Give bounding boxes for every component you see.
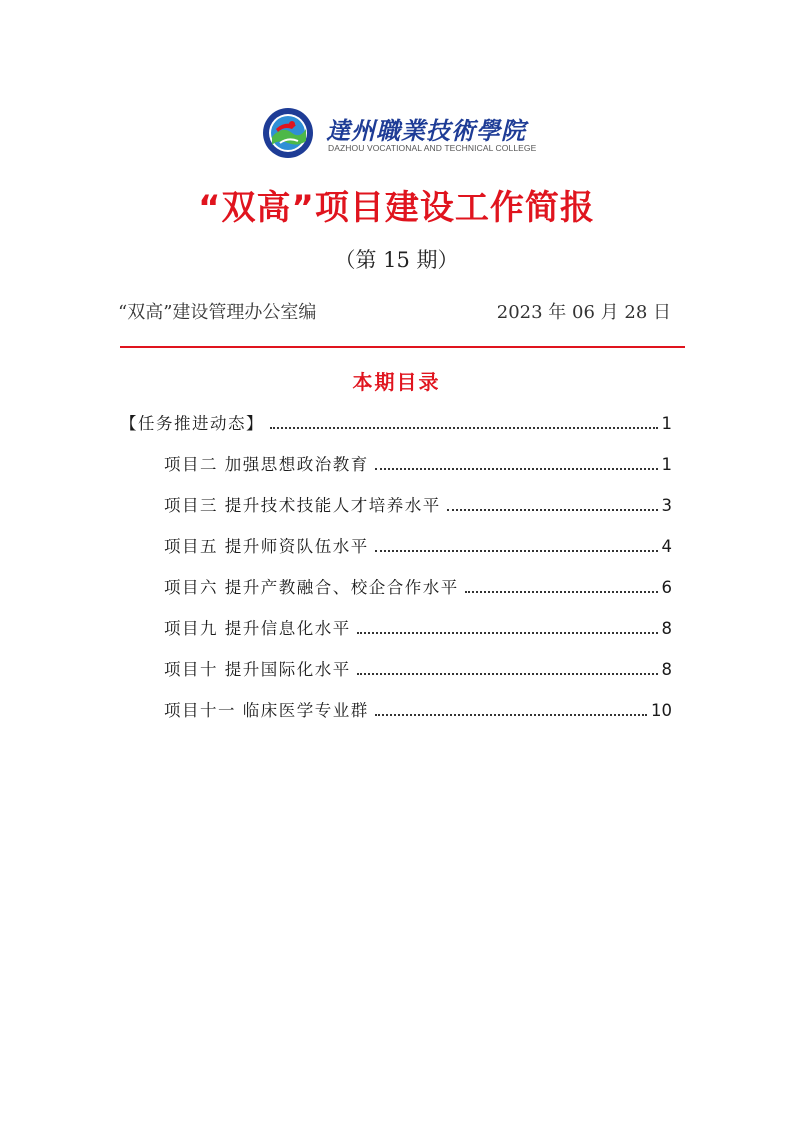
toc-entry[interactable] xyxy=(120,410,672,438)
toc-entry-label: 项目十一 临床医学专业群 xyxy=(164,701,369,720)
toc-entry-page: 8 xyxy=(661,619,672,638)
toc-entry[interactable] xyxy=(164,656,672,684)
toc-title: 本期目录 xyxy=(352,370,441,394)
toc-entry-page: 4 xyxy=(661,537,672,556)
toc-dot-leader xyxy=(270,427,658,429)
toc-dot-leader xyxy=(375,714,647,716)
bulletin-title: “双高”项目建设工作简报 xyxy=(198,188,595,228)
toc-entry-label: 项目十 提升国际化水平 xyxy=(164,660,351,679)
toc-entry-page: 8 xyxy=(661,660,672,679)
toc-entry-label: 【任务推进动态】 xyxy=(120,414,264,433)
toc-dot-leader xyxy=(375,550,658,552)
toc-entry[interactable] xyxy=(164,492,672,520)
toc-dot-leader xyxy=(465,591,658,593)
logo-chinese-name: 達州職業技術學院 xyxy=(326,116,526,145)
toc-entry-label: 项目三 提升技术技能人才培养水平 xyxy=(164,496,441,515)
issue-number: （第 15 期） xyxy=(334,248,459,272)
toc-entry-label: 项目六 提升产教融合、校企合作水平 xyxy=(164,578,459,597)
toc-dot-leader xyxy=(447,509,658,511)
toc-entry-label: 项目五 提升师资队伍水平 xyxy=(164,537,369,556)
toc-entry-page: 10 xyxy=(651,701,672,720)
toc-entry-label: 项目九 提升信息化水平 xyxy=(164,619,351,638)
toc-entry-page: 1 xyxy=(661,455,672,474)
toc-dot-leader xyxy=(357,632,658,634)
toc-entry-page: 3 xyxy=(661,496,672,515)
toc-dot-leader xyxy=(375,468,658,470)
publish-date: 2023 年 06 月 28 日 xyxy=(496,302,671,323)
toc-entry[interactable] xyxy=(164,697,672,725)
editor-line: “双高”建设管理办公室编 xyxy=(118,302,317,323)
toc-entry[interactable] xyxy=(164,451,672,479)
toc-entry[interactable] xyxy=(164,574,672,602)
toc-entry[interactable] xyxy=(164,533,672,561)
toc-entry-page: 1 xyxy=(661,414,672,433)
toc-dot-leader xyxy=(357,673,658,675)
logo-english-name: DAZHOU VOCATIONAL AND TECHNICAL COLLEGE xyxy=(328,143,537,153)
toc-entry-label: 项目二 加强思想政治教育 xyxy=(164,455,369,474)
toc-entry-page: 6 xyxy=(661,578,672,597)
toc-entry[interactable] xyxy=(164,615,672,643)
